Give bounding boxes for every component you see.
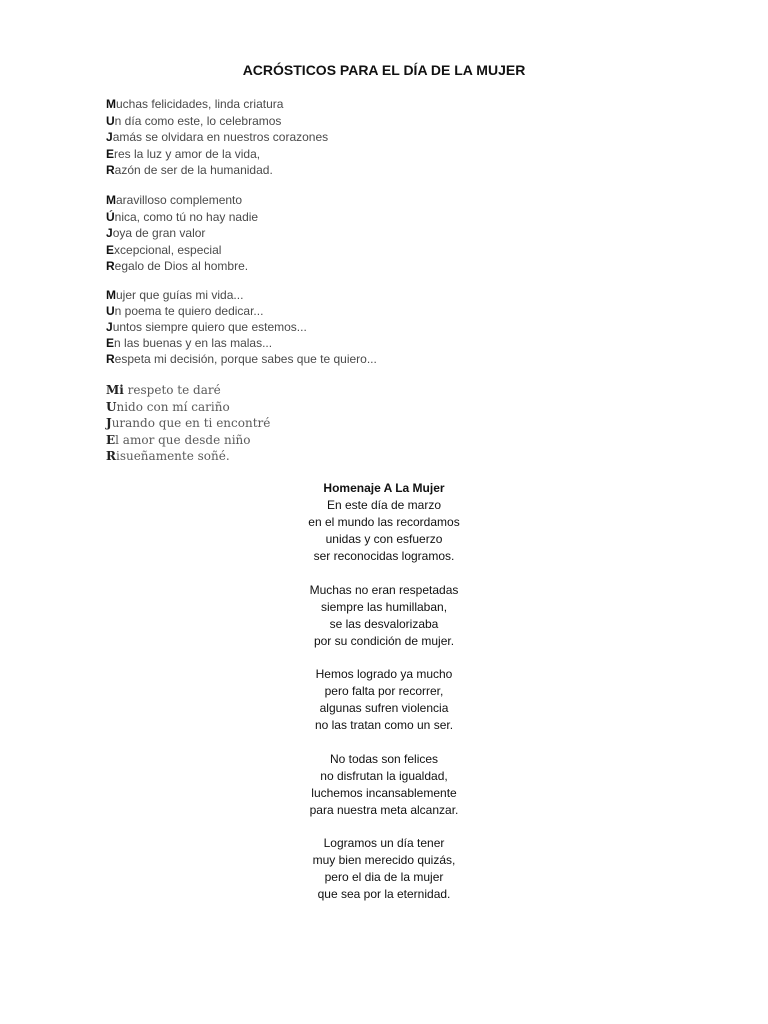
- acrostic-line: [106, 432, 270, 449]
- acrostic-initial: M: [106, 288, 116, 302]
- acrostic-initial: J: [106, 226, 113, 240]
- acrostic-line: [106, 319, 377, 335]
- poem-line: pero el dia de la mujer: [324, 870, 444, 884]
- acrostic-initial: M: [106, 97, 116, 111]
- acrostic-text: respeto te daré: [123, 383, 221, 397]
- poem-line: pero falta por recorrer,: [324, 684, 444, 698]
- acrostic-text: azón de ser de la humanidad.: [114, 163, 273, 177]
- poem-line: unidas y con esfuerzo: [325, 532, 443, 546]
- poem-line: Hemos logrado ya mucho: [315, 667, 453, 681]
- acrostic-line: [106, 129, 328, 146]
- poem-line: En este día de marzo: [326, 498, 442, 512]
- acrostic-text: isueñamente soñé.: [115, 449, 230, 463]
- poem-stanza: [0, 835, 768, 903]
- acrostic-initial: E: [106, 432, 116, 447]
- acrostic-initial: Ú: [106, 209, 115, 224]
- acrostic-3: [106, 287, 377, 367]
- acrostic-line: [106, 162, 328, 179]
- acrostic-initial: M: [106, 193, 116, 207]
- acrostic-2: [106, 192, 258, 275]
- poem: [0, 480, 768, 920]
- poem-line: ser reconocidas logramos.: [313, 549, 455, 563]
- acrostic-text: l amor que desde niño: [115, 432, 251, 447]
- acrostic-initial: J: [106, 320, 113, 334]
- poem-line: se las desvalorizaba: [329, 616, 439, 631]
- acrostic-text: nica, como tú no hay nadie: [114, 209, 259, 224]
- poem-line: en el mundo las recordamos: [308, 515, 460, 529]
- acrostic-text: uchas felicidades, linda criatura: [116, 97, 284, 111]
- poem-stanza: [0, 666, 768, 734]
- acrostic-line: [106, 303, 377, 319]
- acrostic-initial: E: [106, 242, 115, 257]
- poem-line: algunas sufren violencia: [319, 701, 449, 715]
- acrostic-line: [106, 146, 328, 163]
- poem-line: No todas son felices: [329, 751, 439, 766]
- acrostic-line: [106, 399, 270, 416]
- acrostic-initial: U: [106, 399, 117, 414]
- poem-stanza: [0, 751, 768, 819]
- poem-line: Muchas no eran respetadas: [309, 582, 459, 597]
- acrostic-initial: E: [106, 336, 115, 350]
- poem-line: no las tratan como un ser.: [314, 718, 454, 732]
- poem-line: siempre las humillaban,: [320, 599, 448, 614]
- acrostic-line: [106, 335, 377, 351]
- acrostic-initial: R: [106, 259, 115, 273]
- poem-stanza: [0, 582, 768, 650]
- poem-line: luchemos incansablemente: [311, 785, 457, 800]
- acrostic-initial: Mi: [106, 383, 124, 397]
- poem-line: que sea por la eternidad.: [317, 887, 451, 901]
- acrostic-line: [106, 351, 377, 367]
- page-title: ACRÓSTICOS PARA EL DÍA DE LA MUJER: [242, 62, 526, 78]
- acrostic-line: [106, 448, 270, 465]
- acrostic-line: [106, 242, 258, 259]
- acrostic-text: oya de gran valor: [112, 226, 206, 240]
- acrostic-text: n las buenas y en las malas...: [114, 336, 273, 350]
- acrostic-initial: R: [106, 352, 115, 366]
- poem-line: Logramos un día tener: [323, 836, 445, 850]
- acrostic-line: [106, 209, 258, 226]
- acrostic-line: [106, 113, 328, 130]
- acrostic-line: [106, 258, 258, 275]
- acrostic-initial: R: [106, 449, 116, 463]
- acrostic-line: [106, 192, 258, 209]
- acrostic-text: res la luz y amor de la vida,: [114, 146, 261, 161]
- acrostic-line: [106, 96, 328, 113]
- acrostic-initial: R: [106, 163, 115, 177]
- acrostic-text: nido con mí cariño: [116, 399, 230, 414]
- acrostic-line: [106, 415, 270, 432]
- acrostic-text: espeta mi decisión, porque sabes que te quiero...: [114, 352, 377, 366]
- poem-line: muy bien merecido quizás,: [312, 853, 456, 867]
- acrostic-text: urando que en ti encontré: [111, 416, 271, 430]
- acrostic-line: [106, 382, 270, 399]
- acrostic-text: xcepcional, especial: [114, 242, 222, 257]
- acrostic-initial: E: [106, 146, 115, 161]
- acrostic-text: egalo de Dios al hombre.: [114, 259, 249, 273]
- acrostic-line: [106, 287, 377, 303]
- acrostic-1: [106, 96, 328, 179]
- acrostic-line: [106, 225, 258, 242]
- acrostic-initial: U: [106, 113, 115, 128]
- acrostic-initial: J: [106, 416, 112, 430]
- acrostic-text: ujer que guías mi vida...: [116, 288, 244, 302]
- poem-stanza: [0, 497, 768, 565]
- poem-line: por su condición de mujer.: [313, 633, 455, 648]
- acrostic-text: n poema te quiero dedicar...: [114, 304, 264, 318]
- acrostic-text: amás se olvidara en nuestros corazones: [112, 130, 329, 144]
- acrostic-text: untos siempre quiero que estemos...: [112, 320, 307, 334]
- acrostic-4: [106, 382, 270, 465]
- poem-line: no disfrutan la igualdad,: [320, 768, 448, 783]
- acrostic-initial: U: [106, 304, 115, 318]
- acrostic-text: n día como este, lo celebramos: [114, 113, 282, 128]
- acrostic-text: aravilloso complemento: [116, 193, 243, 207]
- poem-line: para nuestra meta alcanzar.: [309, 802, 459, 817]
- poem-title: Homenaje A La Mujer: [323, 481, 445, 495]
- acrostic-initial: J: [106, 130, 113, 144]
